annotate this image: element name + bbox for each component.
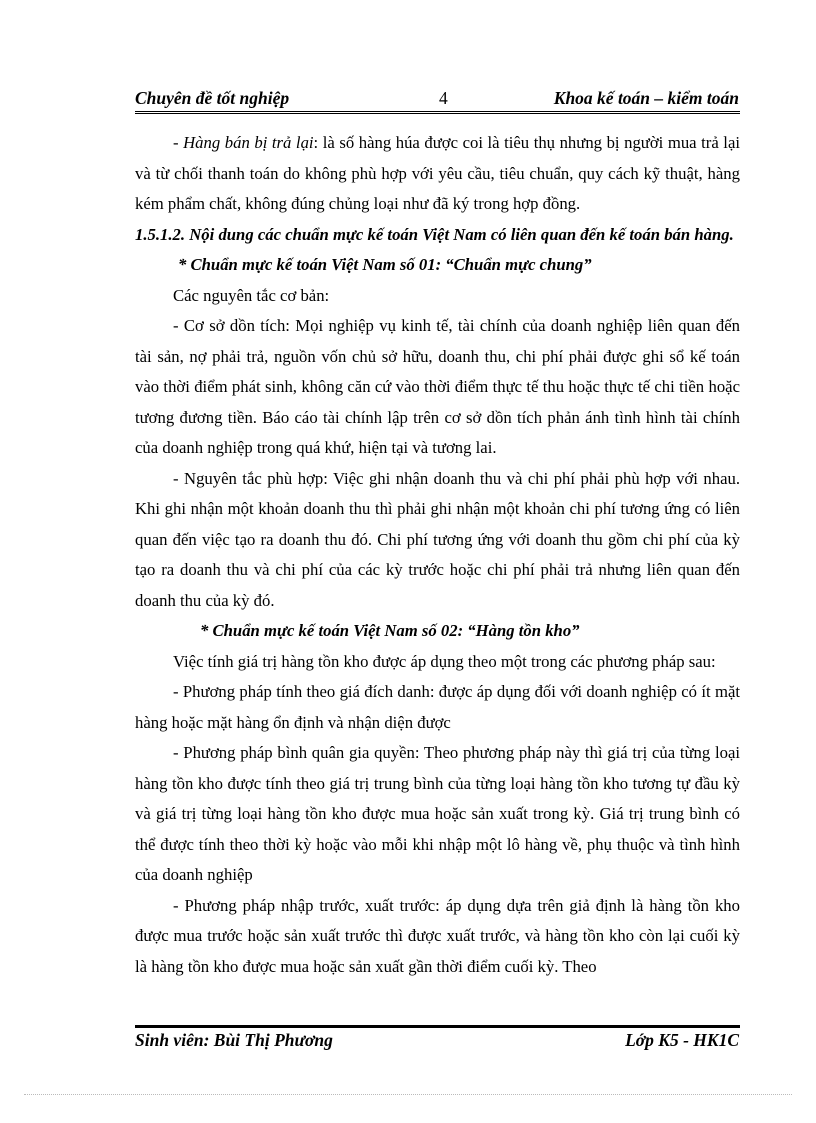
footer-class: Lớp K5 - HK1C <box>625 1030 739 1050</box>
standard-01-heading: * Chuẩn mực kế toán Việt Nam số 01: “Chuẩn mực chung” <box>178 255 592 274</box>
paragraph-fifo: - Phương pháp nhập trước, xuất trước: áp dụng dựa trên giả định là hàng tồn kho được mua trước hoặc sản xuất trước thì được xuất trước, và hàng tồn kho còn lại cuối kỳ là hàng tồn kho được mua hoặc sản xuất gần thời điểm cuối kỳ. Theo <box>135 895 740 976</box>
header-rule <box>135 111 740 114</box>
header-title: Chuyên đề tốt nghiệp <box>135 88 290 108</box>
page-edge-divider <box>24 1094 792 1095</box>
paragraph-specific-identification: - Phương pháp tính theo giá đích danh: được áp dụng đối với doanh nghiệp có ít mặt hàng hoặc mặt hàng ổn định và nhận diện được <box>135 682 740 732</box>
page-footer <box>135 1030 740 1054</box>
paragraph-returned-goods: - Hàng bán bị trả lại: là số hàng húa được coi là tiêu thụ nhưng bị người mua trả lại và từ chối thanh toán do không phù hợp với yêu cầu, tiêu chuẩn, quy cách kỹ thuật, hàng kém phẩm chất, không đúng chủng loại như đã ký trong hợp đồng. <box>135 133 740 213</box>
page-header <box>135 88 740 112</box>
section-heading: 1.5.1.2. Nội dung các chuẩn mực kế toán Việt Nam có liên quan đến kế toán bán hàng. <box>135 224 734 244</box>
page-number: 4 <box>439 88 448 108</box>
paragraph-weighted-average: - Phương pháp bình quân gia quyền: Theo phương pháp này thì giá trị của từng loại hàng tồn kho được tính theo giá trị trung bình của từng loại hàng tồn kho tương tự đầu kỳ và giá trị từng loại hàng tồn kho được mua hoặc sản xuất trong kỳ. Giá trị trung bình có thể được tính theo thời kỳ hoặc vào mỗi khi nhập một lô hàng về, phụ thuộc và tình hình của doanh nghiệp <box>135 743 740 884</box>
footer-student: Sinh viên: Bùi Thị Phương <box>135 1030 333 1050</box>
footer-rule <box>135 1025 740 1028</box>
document-body <box>135 128 740 982</box>
standard-02-heading: * Chuẩn mực kế toán Việt Nam số 02: “Hàng tồn kho” <box>200 621 580 640</box>
term-returned-goods: Hàng bán bị trả lại <box>183 133 314 152</box>
paragraph-accrual-basis: - Cơ sở dồn tích: Mọi nghiệp vụ kinh tế, tài chính của doanh nghiệp liên quan đến tài sản, nợ phải trả, nguồn vốn chủ sở hữu, doanh thu, chi phí phải được ghi sổ kế toán vào thời điểm phát sinh, không căn cứ vào thời điểm thực tế thu hoặc thực tế chi tiền hoặc tương đương tiền. Báo cáo tài chính lập trên cơ sở dồn tích phản ánh tình hình tài chính của doanh nghiệp trong quá khứ, hiện tại và tương lai. <box>135 316 740 457</box>
paragraph-inventory-methods: Việc tính giá trị hàng tồn kho được áp dụng theo một trong các phương pháp sau: <box>173 651 716 671</box>
paragraph-matching-principle: - Nguyên tắc phù hợp: Việc ghi nhận doanh thu và chi phí phải phù hợp với nhau. Khi ghi nhận một khoản doanh thu thì phải ghi nhận một khoản chi phí tương ứng có liên quan đến việc tạo ra doanh thu đó. Chi phí tương ứng với doanh thu gồm chi phí của kỳ tạo ra doanh thu và chi phí của các kỳ trước hoặc chi phí phải trả nhưng liên quan đến doanh thu của kỳ đó. <box>135 468 740 610</box>
paragraph-principles: Các nguyên tắc cơ bản: <box>173 285 330 305</box>
header-department: Khoa kế toán – kiểm toán <box>553 88 739 108</box>
paragraph-returned-goods-text: : là số hàng húa được coi là tiêu thụ nhưng bị người mua trả lại và từ chối thanh toán do không phù hợp với yêu cầu, tiêu chuẩn, quy cách kỹ thuật, hàng kém phẩm chất, không đúng chủng loại như đã ký trong hợp đồng. <box>135 133 740 213</box>
